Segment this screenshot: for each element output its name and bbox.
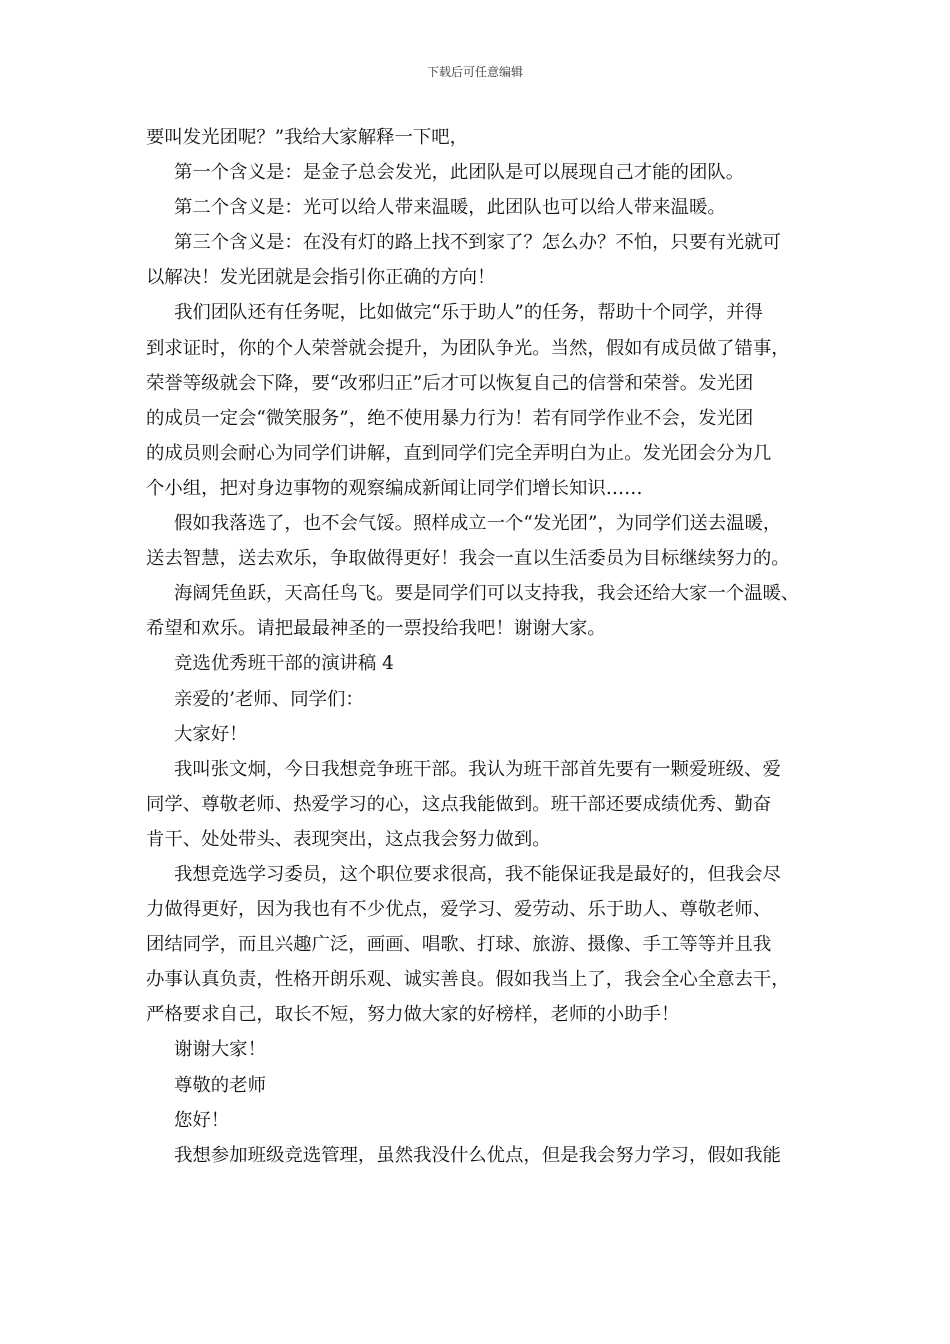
text-line: 第三个含义是：在没有灯的路上找不到家了？怎么办？不怕，只要有光就可 [174,232,781,254]
text-line: 第一个含义是：是金子总会发光，此团队是可以展现自己才能的团队。 [174,162,745,184]
text-line: 尊敬的老师 [174,1074,266,1096]
text-line: 严格要求自己，取长不短，努力做大家的好榜样，老师的小助手！ [146,1004,680,1026]
text-line: 办事认真负责，性格开朗乐观、诚实善良。假如我当上了，我会全心全意去干， [146,969,790,991]
text-line: 大家好！ [174,723,248,745]
text-line: 我叫张文炯，今日我想竞争班干部。我认为班干部首先要有一颗爱班级、爱 [174,758,781,780]
text-line: 的成员一定会“微笑服务”，绝不使用暴力行为！若有同学作业不会，发光团 [146,407,754,429]
text-line: 到求证时，你的个人荣誉就会提升，为团队争光。当然，假如有成员做了错事， [146,337,790,359]
text-line: 送去智慧，送去欢乐，争取做得更好！我会一直以生活委员为目标继续努力的。 [146,548,790,570]
text-line: 我想参加班级竞选管理，虽然我没什么优点，但是我会努力学习，假如我能 [174,1144,781,1166]
text-line: 竞选优秀班干部的演讲稿 4 [174,653,394,675]
text-line: 的成员则会耐心为同学们讲解，直到同学们完全弄明白为止。发光团会分为几 [146,442,772,464]
document-body [146,120,822,1173]
text-line: 个小组，把对身边事物的观察编成新闻让同学们增长知识…… [146,477,643,499]
text-line: 荣誉等级就会下降，要“改邪归正”后才可以恢复自己的信誉和荣誉。发光团 [146,372,754,394]
text-line: 第二个含义是：光可以给人带来温暖，此团队也可以给人带来温暖。 [174,197,726,219]
text-line: 团结同学，而且兴趣广泛，画画、唱歌、打球、旅游、摄像、手工等等并且我 [146,934,772,956]
text-line: 假如我落选了，也不会气馁。照样成立一个“发光团”，为同学们送去温暖， [174,513,782,535]
text-line: 我们团队还有任务呢，比如做完“乐于助人”的任务，帮助十个同学，并得 [174,302,763,324]
text-line: 您好！ [174,1109,230,1131]
text-line: 要叫发光团呢？”我给大家解释一下吧， [146,127,469,148]
page-header: 下载后可任意编辑 [426,65,523,79]
text-line: 力做得更好，因为我也有不少优点，爱学习、爱劳动、乐于助人、尊敬老师、 [146,899,772,921]
text-line: 我想竞选学习委员，这个职位要求很高，我不能保证我是最好的，但我会尽 [174,863,781,885]
text-line: 海阔凭鱼跃，天高任鸟飞。要是同学们可以支持我，我会还给大家一个温暖、 [174,583,800,605]
text-line: 肯干、处处带头、表现突出，这点我会努力做到。 [146,828,551,850]
text-line: 以解决！发光团就是会指引你正确的方向！ [146,267,496,289]
text-line: 谢谢大家！ [174,1039,266,1061]
text-line: 同学、尊敬老师、热爱学习的心，这点我能做到。班干部还要成绩优秀、勤奋 [146,793,772,815]
text-line: 希望和欢乐。请把最最神圣的一票投给我吧！谢谢大家。 [146,618,606,640]
text-line: 亲爱的’老师、同学们： [174,688,364,710]
